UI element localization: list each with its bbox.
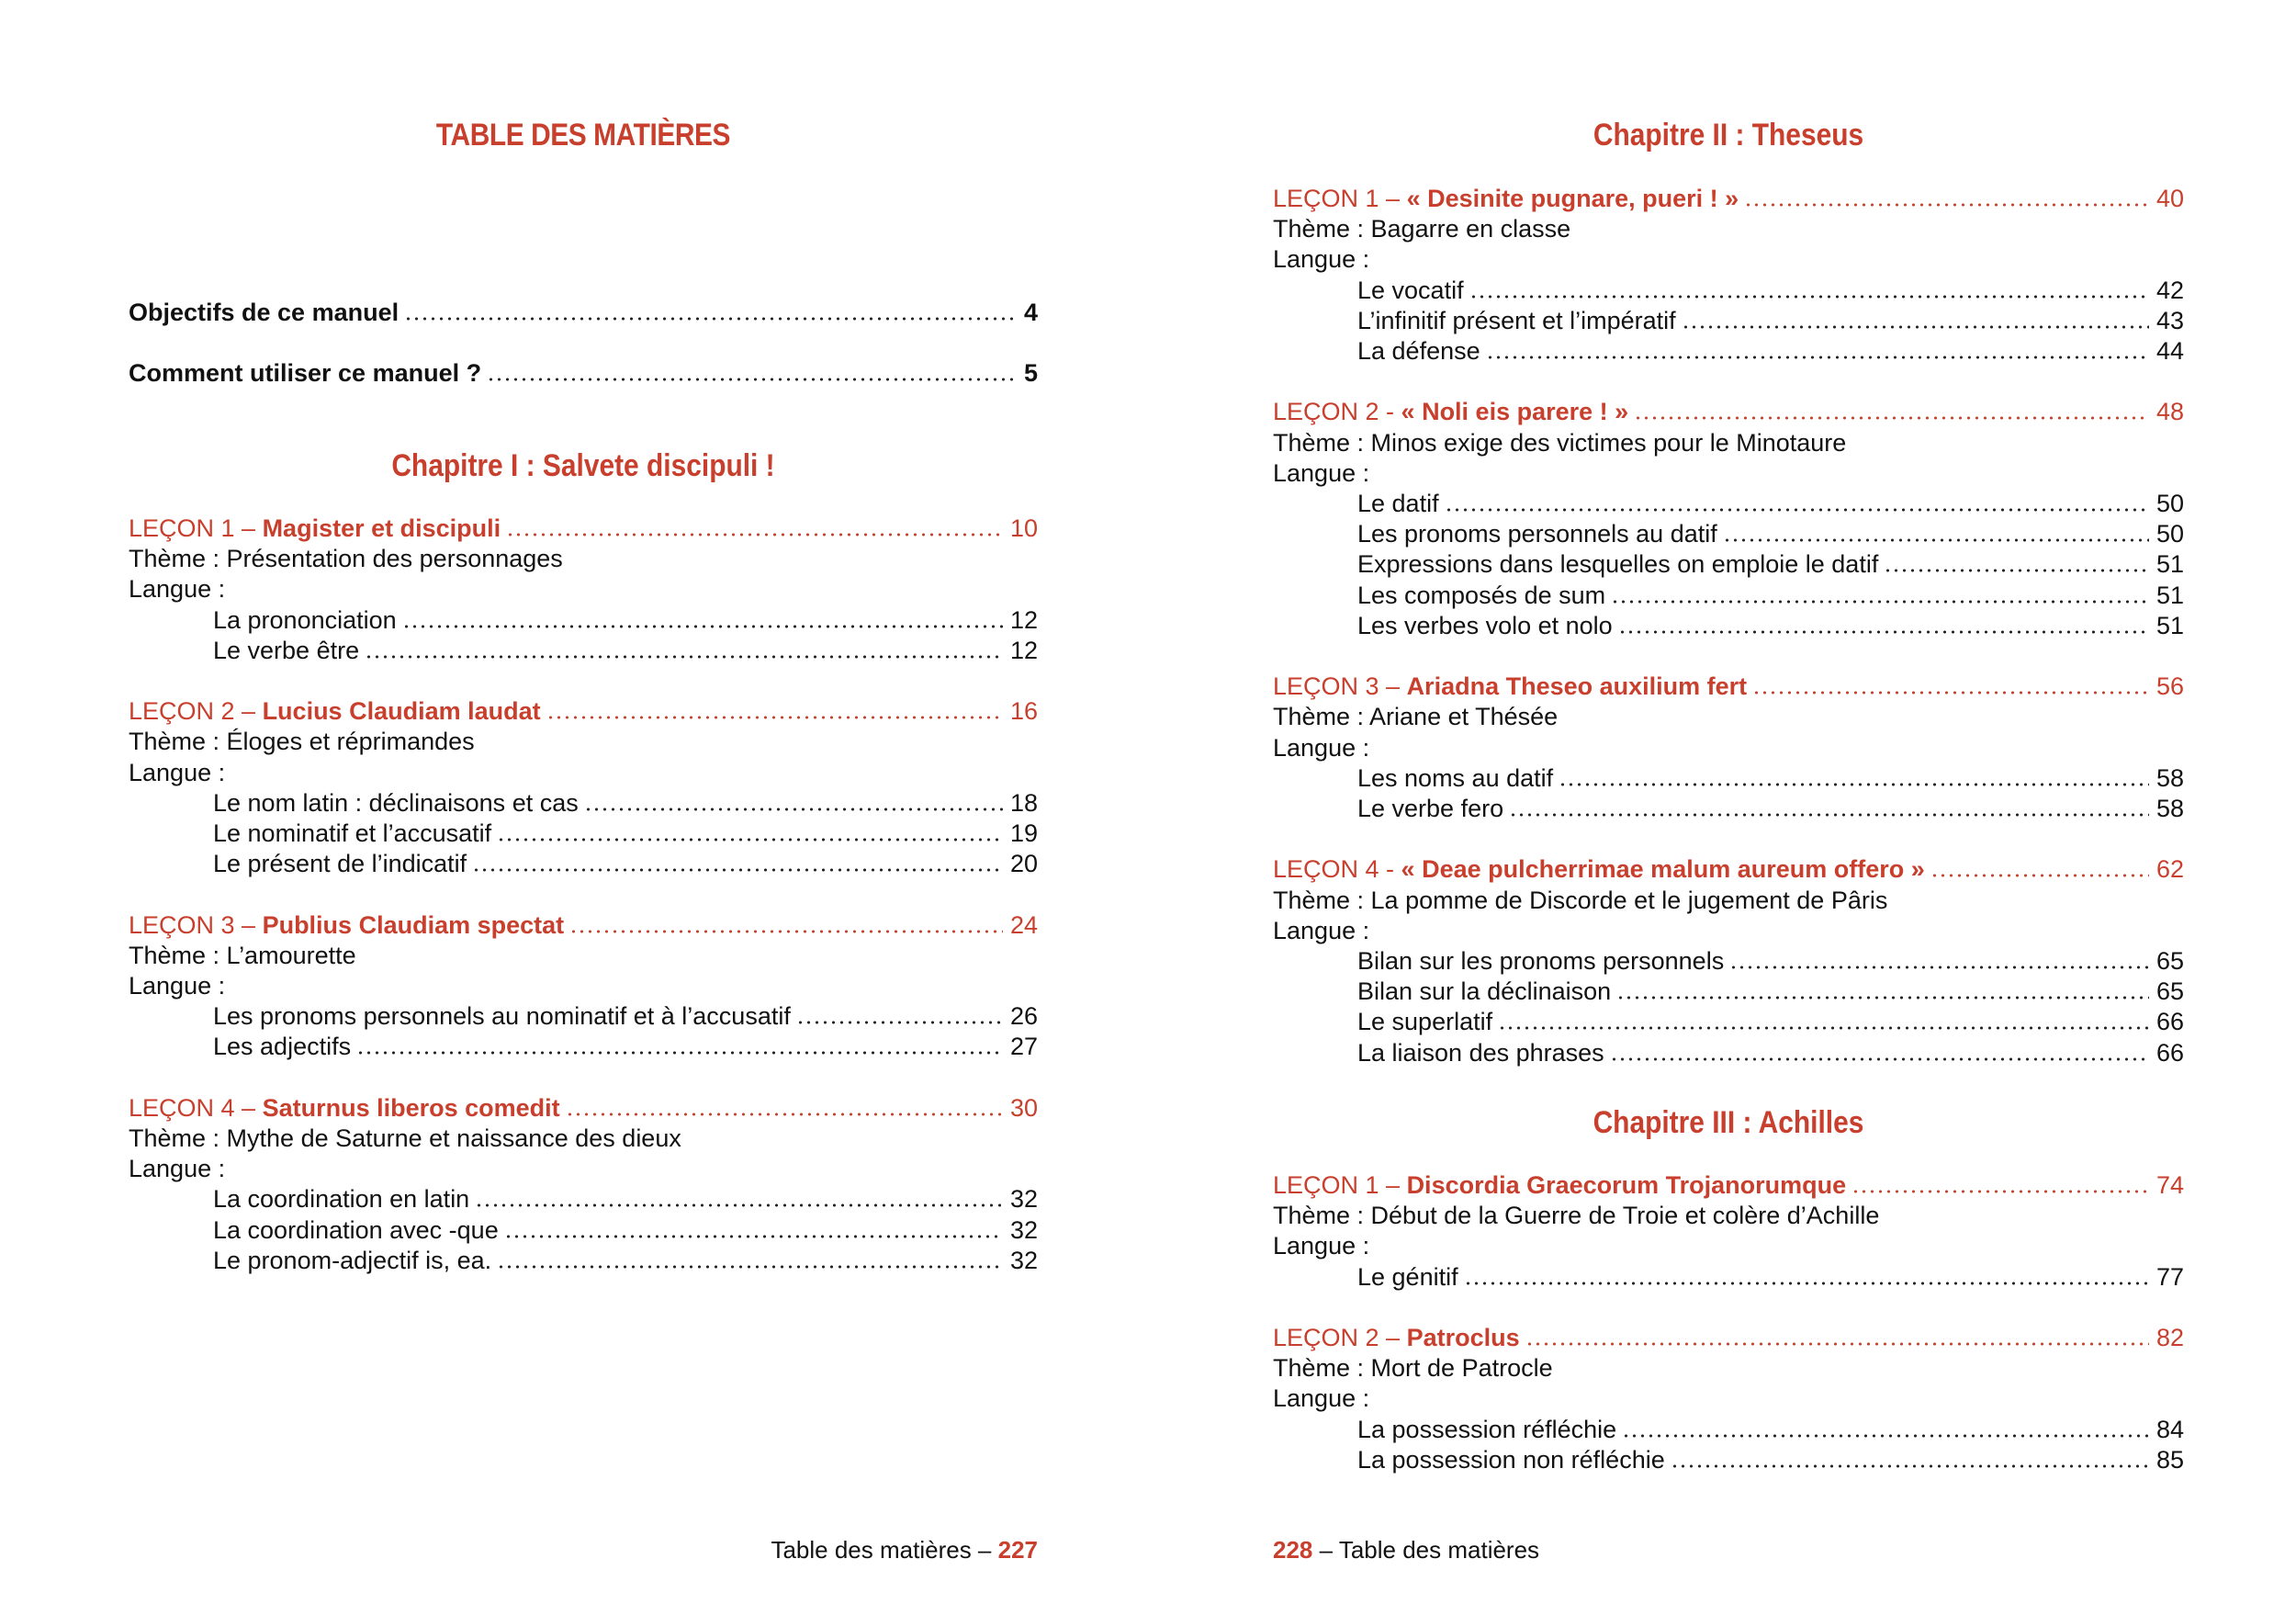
dot-leader [1622, 1418, 2149, 1439]
subentry-page: 12 [1009, 636, 1038, 664]
footer-text: – Table des matières [1312, 1536, 1540, 1564]
lesson-entry[interactable] [129, 909, 1038, 941]
lesson-prefix: LEÇON 3 – [1273, 672, 1407, 701]
subentry-page: 18 [1009, 788, 1038, 817]
dot-leader [546, 700, 1003, 720]
toc-subentry[interactable] [1273, 548, 2184, 580]
lesson-theme: Thème : Ariane et Thésée [1273, 703, 1559, 731]
subentry-label: Le nominatif et l’accusatif [213, 819, 492, 847]
dot-leader [1616, 980, 2149, 1000]
lesson-entry[interactable] [1273, 183, 2184, 214]
subentry-label: Le nom latin : déclinaisons et cas [213, 788, 579, 817]
lesson-langue: Langue : [1273, 1232, 1370, 1260]
lesson-title: Patroclus [1406, 1324, 1520, 1351]
lesson-prefix: LEÇON 4 - [1273, 855, 1401, 884]
toc-subentry[interactable] [1273, 1261, 2184, 1293]
toc-subentry[interactable] [129, 604, 1038, 636]
subentry-page: 43 [2155, 306, 2184, 334]
subentry-page: 51 [2155, 550, 2184, 579]
lesson-theme: Thème : La pomme de Discorde et le jugement de Pâris [1273, 886, 1888, 914]
lesson-page: 62 [2155, 855, 2184, 884]
subentry-label: La coordination avec -que [213, 1215, 499, 1244]
toc-subentry[interactable] [129, 1000, 1038, 1032]
lesson-label [129, 909, 564, 941]
dot-leader [497, 1249, 1003, 1270]
lesson-entry[interactable] [129, 513, 1038, 544]
lesson-label [129, 513, 501, 544]
entry-label: Comment utiliser ce manuel ? [129, 359, 482, 387]
dot-leader [497, 822, 1003, 842]
toc-subentry[interactable] [1273, 610, 2184, 641]
lesson-langue: Langue : [1273, 1384, 1370, 1413]
dot-leader [506, 517, 1003, 537]
subentry-page: 32 [1009, 1246, 1038, 1274]
lesson-theme: Thème : Minos exige des victimes pour le Minotaure [1273, 428, 1847, 457]
lesson-page: 24 [1009, 910, 1038, 939]
dot-leader [1884, 553, 2149, 573]
subentry-page: 65 [2155, 977, 2184, 1006]
lesson-label [129, 1092, 560, 1124]
right-page [1273, 0, 2184, 1604]
dot-leader [487, 362, 1017, 382]
lesson-page: 74 [2155, 1171, 2184, 1199]
lesson-theme: Thème : Début de la Guerre de Troie et colère d’Achille [1273, 1202, 1880, 1230]
entry-label: Objectifs de ce manuel [129, 299, 400, 326]
page-number: 228 [1273, 1536, 1313, 1564]
dot-leader [1559, 767, 2149, 787]
toc-subentry[interactable] [1273, 1414, 2184, 1445]
toc-subentry[interactable] [1273, 275, 2184, 306]
dot-leader [472, 853, 1003, 873]
lesson-theme: Thème : Bagarre en classe [1273, 215, 1571, 243]
subentry-label: Bilan sur les pronoms personnels [1357, 947, 1725, 975]
subentry-label: Le verbe fero [1357, 795, 1504, 822]
lesson-prefix: LEÇON 2 – [1273, 1324, 1407, 1351]
entry-page: 5 [1023, 359, 1038, 387]
toc-subentry[interactable] [1273, 305, 2184, 336]
subentry-page: 84 [2155, 1415, 2184, 1443]
dot-leader [1498, 1011, 2149, 1031]
subentry-label: Le pronom-adjectif is, ea. [213, 1246, 492, 1274]
subentry-page: 32 [1009, 1215, 1038, 1244]
subentry-label: La défense [1357, 337, 1480, 365]
toc-subentry[interactable] [1273, 488, 2184, 519]
toc-subentry[interactable] [1273, 1037, 2184, 1068]
lesson-page: 40 [2155, 185, 2184, 212]
lesson-title: Ariadna Theseo auxilium fert [1406, 672, 1748, 701]
subentry-label: Les pronoms personnels au datif [1357, 520, 1717, 548]
dot-leader [1464, 1266, 2149, 1286]
page-footer [771, 1536, 1038, 1564]
dot-leader [404, 301, 1017, 322]
lesson-langue: Langue : [1273, 916, 1370, 944]
lesson-entry[interactable] [129, 695, 1038, 727]
lesson-langue: Langue : [129, 758, 226, 786]
toc-subentry[interactable] [129, 635, 1038, 666]
entry-page: 4 [1023, 299, 1038, 326]
lesson-entry[interactable] [1273, 396, 2184, 427]
subentry-page: 58 [2155, 795, 2184, 822]
dot-leader [1930, 858, 2149, 878]
subentry-label: La possession réfléchie [1357, 1415, 1617, 1443]
lesson-label [1273, 671, 1747, 702]
lesson-label [129, 695, 541, 727]
dot-leader [356, 1035, 1003, 1056]
lesson-title: « Desinite pugnare, pueri ! » [1406, 185, 1739, 212]
lesson-prefix: LEÇON 1 – [1273, 1171, 1407, 1199]
dot-leader [1469, 279, 2149, 299]
subentry-page: 27 [1009, 1033, 1038, 1061]
subentry-page: 44 [2155, 337, 2184, 365]
footer-text: Table des matières – [771, 1536, 998, 1564]
subentry-label: La coordination en latin [213, 1185, 470, 1214]
toc-subentry[interactable] [129, 1031, 1038, 1062]
toc-subentry[interactable] [1273, 793, 2184, 824]
page-number: 227 [997, 1536, 1038, 1564]
subentry-page: 66 [2155, 1008, 2184, 1036]
toc-subentry[interactable] [129, 787, 1038, 819]
subentry-label: Le présent de l’indicatif [213, 850, 467, 878]
dot-leader [1729, 950, 2149, 970]
subentry-label: Le verbe être [213, 636, 360, 664]
subentry-page: 19 [1009, 819, 1038, 847]
dot-leader [1634, 401, 2149, 421]
chapter-heading: Chapitre III : Achilles [1593, 1105, 1864, 1140]
dot-leader [1682, 310, 2149, 330]
subentry-page: 12 [1009, 605, 1038, 634]
subentry-label: La possession non réfléchie [1357, 1445, 1665, 1474]
dot-leader [1611, 584, 2149, 604]
dot-leader [1486, 340, 2149, 360]
lesson-page: 10 [1009, 514, 1038, 542]
dot-leader [1851, 1174, 2149, 1194]
subentry-label: Le vocatif [1357, 276, 1464, 304]
dot-leader [1525, 1327, 2149, 1347]
lesson-entry[interactable] [1273, 1322, 2184, 1353]
dot-leader [1671, 1449, 2149, 1469]
lesson-theme: Thème : Éloges et réprimandes [129, 728, 475, 756]
lesson-label [1273, 1169, 1846, 1201]
left-page [129, 0, 1038, 1604]
toc-subentry[interactable] [1273, 762, 2184, 794]
toc-subentry[interactable] [1273, 580, 2184, 611]
lesson-theme: Thème : L’amourette [129, 941, 356, 969]
chapter-heading: Chapitre II : Theseus [1593, 118, 1864, 152]
subentry-page: 58 [2155, 763, 2184, 792]
dot-leader [566, 1097, 1003, 1117]
lesson-title: Lucius Claudiam laudat [262, 697, 541, 726]
subentry-label: La liaison des phrases [1357, 1038, 1604, 1067]
dot-leader [1723, 523, 2149, 543]
subentry-label: Le superlatif [1357, 1008, 1493, 1036]
lesson-page: 82 [2155, 1324, 2184, 1351]
subentry-label: Le datif [1357, 490, 1439, 517]
lesson-page: 48 [2155, 398, 2184, 426]
lesson-langue: Langue : [129, 1155, 226, 1183]
lesson-prefix: LEÇON 2 – [129, 697, 263, 726]
subentry-label: Les pronoms personnels au nominatif et à l’accusatif [213, 1002, 791, 1031]
lesson-title: « Deae pulcherrimae malum aureum offero » [1401, 855, 1925, 884]
subentry-label: Bilan sur la déclinaison [1357, 977, 1612, 1006]
lesson-prefix: LEÇON 1 – [129, 514, 263, 542]
lesson-entry[interactable] [129, 1092, 1038, 1124]
lesson-theme: Thème : Présentation des personnages [129, 545, 563, 573]
dot-leader [1445, 492, 2149, 513]
subentry-label: Les noms au datif [1357, 763, 1554, 792]
subentry-page: 32 [1009, 1185, 1038, 1214]
lesson-theme: Thème : Mythe de Saturne et naissance des dieux [129, 1124, 681, 1152]
subentry-page: 85 [2155, 1445, 2184, 1474]
dot-leader [1618, 615, 2149, 635]
lesson-langue: Langue : [1273, 733, 1370, 762]
toc-subentry[interactable] [129, 818, 1038, 849]
lesson-label [1273, 183, 1739, 214]
lesson-langue: Langue : [1273, 458, 1370, 487]
lesson-title: Magister et discipuli [262, 514, 501, 542]
chapter-heading: Chapitre I : Salvete discipuli ! [391, 448, 775, 483]
toc-entry-comment-utiliser[interactable] [129, 357, 1038, 389]
dot-leader [1752, 675, 2149, 695]
lesson-page: 30 [1009, 1093, 1038, 1122]
dot-leader [1509, 797, 2149, 818]
lesson-label [1273, 1322, 1520, 1353]
dot-leader [1610, 1042, 2149, 1062]
lesson-page: 56 [2155, 672, 2184, 701]
subentry-page: 50 [2155, 490, 2184, 517]
subentry-page: 65 [2155, 947, 2184, 975]
toc-entry-objectifs[interactable] [129, 297, 1038, 328]
lesson-langue: Langue : [129, 972, 226, 1000]
lesson-label [1273, 853, 1925, 885]
toc-subentry[interactable] [129, 1183, 1038, 1214]
subentry-label: Les composés de sum [1357, 581, 1606, 609]
subentry-page: 20 [1009, 850, 1038, 878]
page-footer [1273, 1536, 1539, 1564]
lesson-title: Publius Claudiam spectat [262, 910, 565, 939]
subentry-page: 66 [2155, 1038, 2184, 1067]
toc-subentry[interactable] [1273, 1006, 2184, 1037]
toc-subentry[interactable] [1273, 335, 2184, 367]
subentry-page: 26 [1009, 1002, 1038, 1031]
dot-leader [475, 1188, 1003, 1208]
lesson-title: Discordia Graecorum Trojanorumque [1406, 1171, 1847, 1199]
subentry-page: 77 [2155, 1262, 2184, 1291]
subentry-label: La prononciation [213, 605, 397, 634]
subentry-page: 51 [2155, 611, 2184, 639]
toc-title: TABLE DES MATIÈRES [435, 118, 731, 152]
lesson-page: 16 [1009, 697, 1038, 726]
subentry-label: Le génitif [1357, 1262, 1458, 1291]
dot-leader [504, 1219, 1003, 1239]
subentry-page: 50 [2155, 520, 2184, 548]
lesson-title: Saturnus liberos comedit [262, 1093, 560, 1122]
dot-leader [584, 792, 1003, 812]
toc-subentry[interactable] [129, 848, 1038, 879]
subentry-page: 51 [2155, 581, 2184, 609]
toc-subentry[interactable] [129, 1245, 1038, 1276]
subentry-label: Les verbes volo et nolo [1357, 611, 1613, 639]
subentry-label: L’infinitif présent et l’impératif [1357, 306, 1676, 334]
subentry-label: Les adjectifs [213, 1033, 352, 1061]
toc-subentry[interactable] [1273, 945, 2184, 977]
lesson-prefix: LEÇON 4 – [129, 1093, 263, 1122]
lesson-theme: Thème : Mort de Patrocle [1273, 1354, 1553, 1383]
lesson-label [1273, 396, 1628, 427]
lesson-prefix: LEÇON 2 - [1273, 398, 1401, 426]
dot-leader [402, 609, 1003, 629]
lesson-entry[interactable] [1273, 671, 2184, 702]
lesson-entry[interactable] [1273, 1169, 2184, 1201]
lesson-entry[interactable] [1273, 853, 2184, 885]
lesson-langue: Langue : [1273, 245, 1370, 274]
lesson-prefix: LEÇON 3 – [129, 910, 263, 939]
subentry-page: 42 [2155, 276, 2184, 304]
toc-subentry[interactable] [1273, 976, 2184, 1007]
dot-leader [365, 639, 1003, 660]
dot-leader [1744, 187, 2149, 208]
toc-subentry[interactable] [1273, 518, 2184, 549]
toc-subentry[interactable] [129, 1214, 1038, 1246]
dot-leader [796, 1005, 1003, 1025]
lesson-prefix: LEÇON 1 – [1273, 185, 1407, 212]
toc-subentry[interactable] [1273, 1444, 2184, 1475]
subentry-label: Expressions dans lesquelles on emploie le datif [1357, 550, 1879, 579]
dot-leader [569, 914, 1003, 934]
lesson-langue: Langue : [129, 575, 226, 604]
lesson-title: « Noli eis parere ! » [1401, 398, 1629, 426]
